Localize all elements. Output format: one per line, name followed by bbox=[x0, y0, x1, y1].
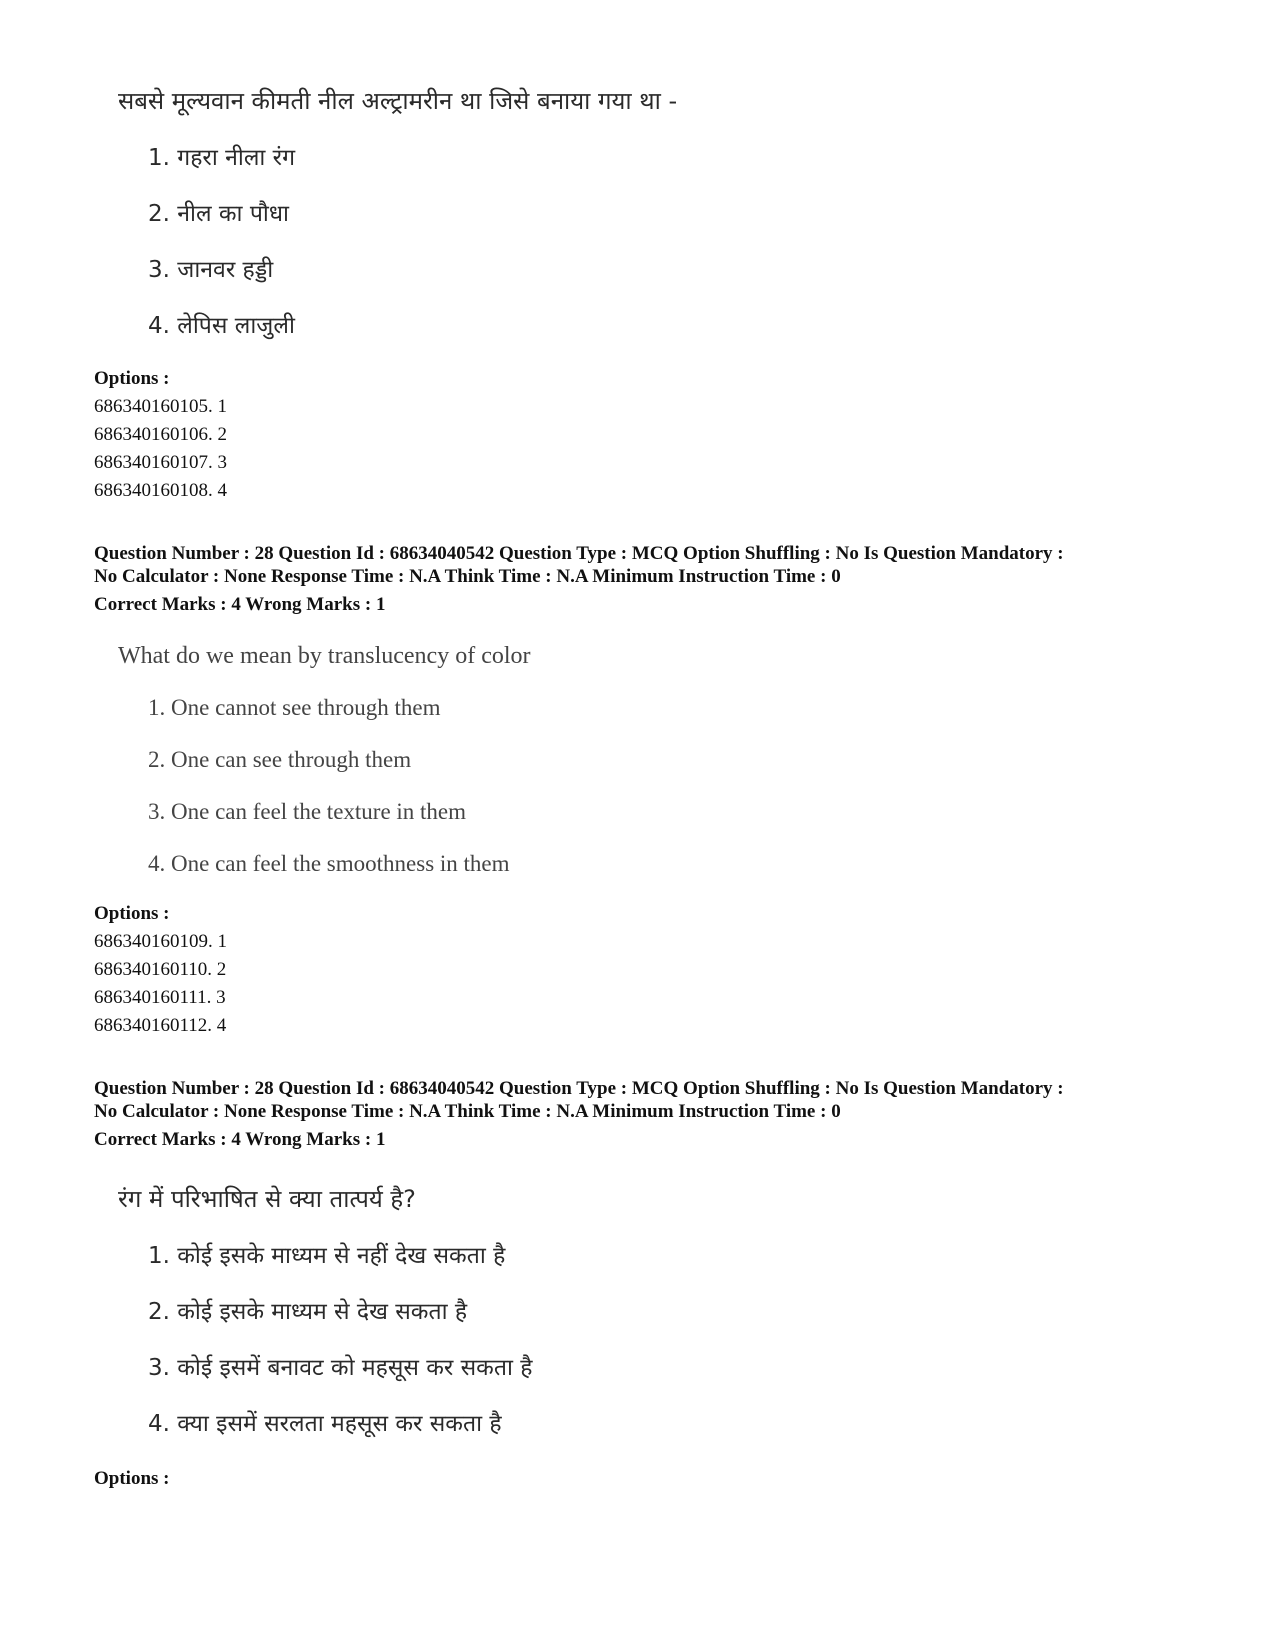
choice-4: 4. लेपिस लाजुली bbox=[148, 313, 295, 339]
option-id-line: 686340160112. 4 bbox=[94, 1015, 227, 1036]
options-label: Options : bbox=[94, 903, 170, 924]
question-stem: रंग में परिभाषित से क्या तात्पर्य है? bbox=[118, 1185, 416, 1213]
choice-1: 1. One cannot see through them bbox=[148, 695, 441, 720]
option-id-line: 686340160105. 1 bbox=[94, 396, 227, 417]
question-meta-line-1: Question Number : 28 Question Id : 68634040542 Question Type : MCQ Option Shuffling : No Is Question Mandatory : bbox=[94, 543, 1064, 564]
question-marks: Correct Marks : 4 Wrong Marks : 1 bbox=[94, 594, 386, 615]
option-id-line: 686340160109. 1 bbox=[94, 931, 227, 952]
options-label: Options : bbox=[94, 1468, 170, 1489]
choice-3: 3. One can feel the texture in them bbox=[148, 799, 467, 824]
options-label: Options : bbox=[94, 368, 170, 389]
option-id-line: 686340160106. 2 bbox=[94, 424, 227, 445]
choice-4: 4. क्या इसमें सरलता महसूस कर सकता है bbox=[148, 1411, 502, 1437]
choice-2: 2. कोई इसके माध्यम से देख सकता है bbox=[148, 1299, 468, 1325]
choice-1: 1. गहरा नीला रंग bbox=[148, 145, 296, 171]
option-id-line: 686340160107. 3 bbox=[94, 452, 227, 473]
option-id-line: 686340160110. 2 bbox=[94, 959, 227, 980]
choice-2: 2. One can see through them bbox=[148, 747, 412, 772]
question-meta-line-2: No Calculator : None Response Time : N.A Think Time : N.A Minimum Instruction Time : 0 bbox=[94, 1101, 841, 1122]
question-marks: Correct Marks : 4 Wrong Marks : 1 bbox=[94, 1129, 386, 1150]
question-stem: सबसे मूल्यवान कीमती नील अल्ट्रामरीन था जिसे बनाया गया था - bbox=[118, 87, 678, 115]
choice-2: 2. नील का पौधा bbox=[148, 201, 289, 227]
question-stem: What do we mean by translucency of color bbox=[118, 643, 531, 669]
question-meta-line-2: No Calculator : None Response Time : N.A Think Time : N.A Minimum Instruction Time : 0 bbox=[94, 566, 841, 587]
option-id-line: 686340160108. 4 bbox=[94, 480, 227, 501]
choice-4: 4. One can feel the smoothness in them bbox=[148, 851, 510, 876]
choice-3: 3. जानवर हड्डी bbox=[148, 257, 274, 283]
option-id-line: 686340160111. 3 bbox=[94, 987, 226, 1008]
choice-1: 1. कोई इसके माध्यम से नहीं देख सकता है bbox=[148, 1243, 506, 1269]
question-meta-line-1: Question Number : 28 Question Id : 68634040542 Question Type : MCQ Option Shuffling : No Is Question Mandatory : bbox=[94, 1078, 1064, 1099]
choice-3: 3. कोई इसमें बनावट को महसूस कर सकता है bbox=[148, 1355, 533, 1381]
